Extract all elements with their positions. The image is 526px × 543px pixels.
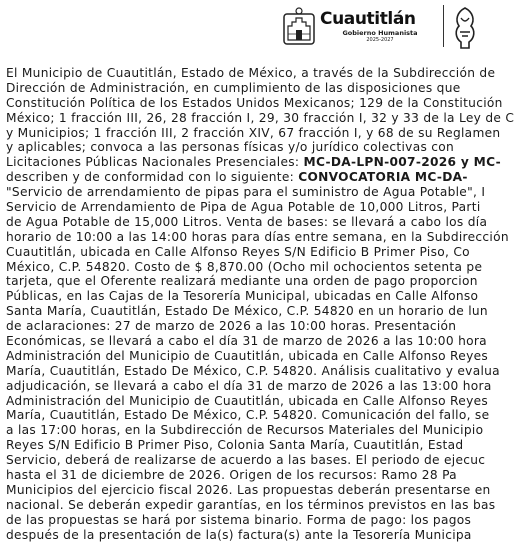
text-line: [6, 319, 526, 334]
brand-name: Cuautitlán: [320, 9, 416, 29]
convocatoria-text: [6, 66, 526, 543]
text-line-regular: Administración del Municipio de Cuautitlán, ubicada en Calle Alfonso Reyes: [6, 393, 489, 408]
text-line: [6, 215, 526, 230]
text-line: [6, 274, 526, 289]
text-line: [6, 140, 526, 155]
text-line-regular: Licitaciones Públicas Nacionales Presenciales:: [6, 155, 304, 170]
text-line: [6, 498, 526, 513]
text-line: [6, 96, 526, 111]
text-line-regular: Constitución Política de los Estados Unidos Mexicanos; 129 de la Constitución: [6, 95, 503, 110]
text-line-regular: Servicio, deberá de realizarse de acuerdo a las bases. El periodo de ejecuc: [6, 453, 486, 468]
text-line: [6, 111, 526, 126]
text-line-regular: México, C.P. 54820. Costo de $ 8,870.00 (Ocho mil ochocientos setenta pe: [6, 259, 483, 274]
text-line-regular: adjudicación, se llevará a cabo el día 31 de marzo de 2026 a las 13:00 hora: [6, 378, 492, 393]
text-line: [6, 394, 526, 409]
brand-years: 2025-2027: [366, 37, 394, 43]
text-line-regular: y Municipios; 1 fracción III, 2 fracción XIV, 67 fracción I, y 68 de su Reglamen: [6, 125, 501, 140]
text-line: [6, 334, 526, 349]
text-line: [6, 230, 526, 245]
text-line: [6, 245, 526, 260]
text-line: [6, 364, 526, 379]
brand-logo: [320, 10, 440, 43]
text-line: [6, 304, 526, 319]
text-line-regular: describen y de conformidad con lo siguiente:: [6, 170, 299, 185]
text-line: [6, 453, 526, 468]
text-line-regular: México; 1 fracción III, 26, 28 fracción I, 29, 30 fracción I, 32 y 33 de la Ley de C: [6, 110, 515, 125]
text-line-regular: Administración del Municipio de Cuautitlán, ubicada en Calle Alfonso Reyes: [6, 348, 489, 363]
text-line-regular: de aclaraciones: 27 de marzo de 2026 a las 10:00 horas. Presentación: [6, 319, 457, 334]
municipal-emblem-icon: [451, 4, 479, 50]
text-line-regular: Dirección de Administración, en cumplimiento de las disposiciones que: [6, 80, 461, 95]
text-line-regular: horario de 10:00 a las 14:00 horas para días entre semana, en la Subdirección: [6, 229, 509, 244]
text-line-regular: "Servicio de arrendamiento de pipas para el suministro de Agua Potable", I: [6, 185, 486, 200]
text-line: [6, 260, 526, 275]
text-line: [6, 349, 526, 364]
text-line: [6, 438, 526, 453]
text-line: [6, 66, 526, 81]
text-line-regular: María, Cuautitlán, Estado De México, C.P. 54820. Comunicación del fallo, se: [6, 408, 490, 423]
text-line: [6, 126, 526, 141]
text-line-regular: tarjeta, que el Oferente realizará mediante una orden de pago proporcion: [6, 274, 478, 289]
municipal-seal-icon: [282, 6, 316, 46]
text-line: [6, 170, 526, 185]
text-line: [6, 81, 526, 96]
text-line: [6, 379, 526, 394]
text-line: [6, 155, 526, 170]
text-line: [6, 468, 526, 483]
text-line-regular: a las 17:00 horas, en la Subdirección de Recursos Materiales del Municipio: [6, 423, 484, 438]
text-line-regular: de las propuestas se hará por sistema binario. Forma de pago: los pagos: [6, 512, 472, 527]
text-line: [6, 528, 526, 543]
text-line-regular: Servicio de Arrendamiento de Pipa de Agua Potable de 10,000 Litros, Parti: [6, 200, 481, 215]
text-line: [6, 483, 526, 498]
text-line: [6, 423, 526, 438]
brand-tagline: Gobierno Humanista: [342, 29, 418, 37]
text-line-regular: Cuautitlán, ubicada en Calle Alfonso Reyes S/N Edificio B Primer Piso, Co: [6, 244, 470, 259]
text-line: [6, 408, 526, 423]
text-line-regular: nacional. Se deberán expedir garantías, en los términos previstos en las bas: [6, 497, 496, 512]
text-line-regular: después de la presentación de la(s) factura(s) ante la Tesorería Municipa: [6, 527, 472, 542]
text-line: [6, 513, 526, 528]
text-line-regular: Reyes S/N Edificio B Primer Piso, Colonia Santa María, Cuautitlán, Estad: [6, 438, 464, 453]
text-line-regular: Santa María, Cuautitlán, Estado De México, C.P. 54820 en un horario de lun: [6, 304, 488, 319]
page-header: [0, 0, 481, 56]
text-line: [6, 185, 526, 200]
text-line-bold: CONVOCATORIA MC-DA-: [298, 170, 468, 185]
text-line-bold: MC-DA-LPN-007-2026 y MC-: [303, 155, 501, 170]
text-line-regular: Públicas, en las Cajas de la Tesorería Municipal, ubicadas en Calle Alfonso: [6, 289, 479, 304]
text-line-regular: Económicas, se llevará a cabo el día 31 de marzo de 2026 a las 10:00 hora: [6, 334, 487, 349]
text-line-regular: El Municipio de Cuautitlán, Estado de México, a través de la Subdirección de: [6, 66, 496, 80]
text-line-regular: María, Cuautitlán, Estado De México, C.P. 54820. Análisis cualitativo y evalua: [6, 363, 500, 378]
text-line: [6, 289, 526, 304]
text-line-regular: hasta el 31 de diciembre de 2026. Origen de los recursos: Ramo 28 Pa: [6, 468, 457, 483]
header-divider: [443, 5, 444, 47]
text-line-regular: de Agua Potable de 15,000 Litros. Venta de bases: se llevará a cabo los día: [6, 214, 488, 229]
text-line-regular: y aplicables; convoca a las personas físicas y/o jurídico colectivas con: [6, 140, 455, 155]
text-line-regular: Municipios del ejercicio fiscal 2026. Las propuestas deberán presentarse en: [6, 482, 491, 497]
text-line: [6, 200, 526, 215]
